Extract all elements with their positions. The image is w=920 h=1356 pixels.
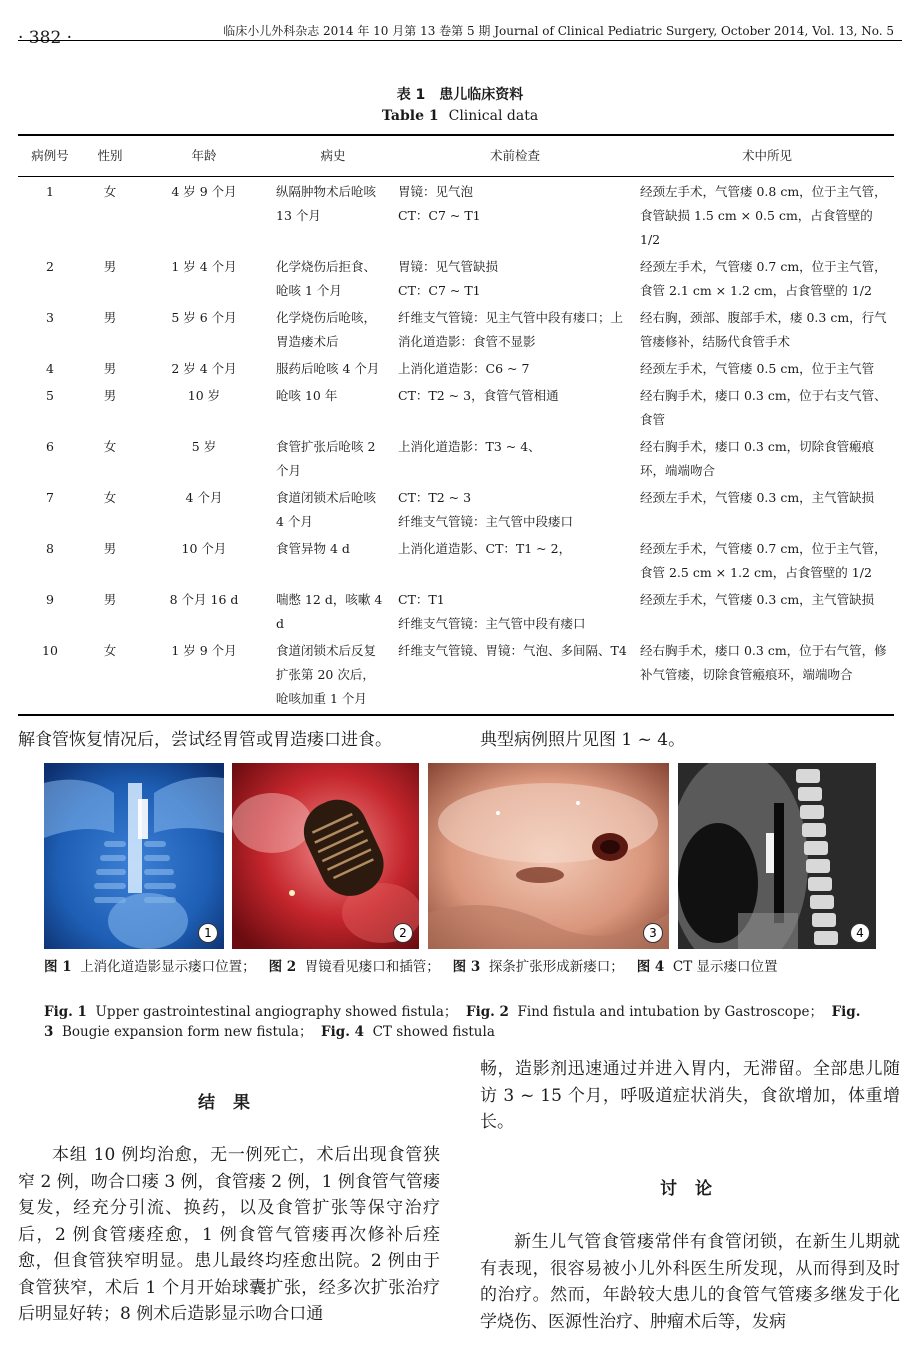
table-row — [18, 354, 894, 381]
figure-4-number: 4 — [850, 923, 870, 943]
table-title-en-text: Clinical data — [448, 108, 539, 124]
cell-history: 化学烧伤后呛咳，胃造瘘术后 — [276, 310, 377, 349]
cell-intraop-findings: 经颈左手术，气管瘘 0.7 cm，位于主气管，食管 2.1 cm × 1.2 cm，占食管壁的 1/2 — [640, 259, 887, 298]
cell-age: 2 岁 4 个月 — [171, 361, 237, 376]
header-sex: 性别 — [82, 135, 138, 177]
table-row — [18, 585, 894, 636]
cell-sex: 男 — [103, 361, 117, 376]
table-row — [18, 303, 894, 354]
header-intraop-findings: 术中所见 — [632, 135, 894, 177]
cell-case-id: 3 — [46, 310, 54, 325]
bougie-image — [428, 763, 669, 949]
caption-zh-f1-text: 上消化道造影显示瘘口位置； — [80, 959, 256, 975]
cell-preop-exam: 胃镜：见气泡 CT：C7 ~ T1 — [398, 184, 481, 223]
cell-case-id: 4 — [46, 361, 54, 376]
caption-zh-f2-label: 图 2 — [268, 959, 297, 975]
continuation-text-right: 典型病例照片见图 1 ~ 4。 — [480, 730, 686, 750]
header-preop-exam: 术前检查 — [390, 135, 632, 177]
cell-case-id: 1 — [46, 184, 54, 199]
caption-en-f2-label: Fig. 2 — [465, 1004, 509, 1020]
cell-preop-exam: 纤维支气管镜、胃镜：气泡、多间隔、T4 — [390, 636, 632, 715]
cell-age: 1 岁 4 个月 — [171, 259, 237, 274]
cell-preop-exam: CT：T1 纤维支气管镜：主气管中段有瘘口 — [398, 592, 586, 631]
running-head: 临床小儿外科杂志 2014 年 10 月第 13 卷第 5 期 Journal of Clinical Pediatric Surgery, October 2014, Vol. 13, No. 5 — [223, 24, 894, 38]
figure-3-number: 3 — [643, 923, 663, 943]
caption-en-f1-label: Fig. 1 — [44, 1004, 87, 1020]
cell-preop-exam: 上消化道造影：C6 ~ 7 — [398, 361, 530, 376]
figure-2-gastroscope — [232, 763, 419, 949]
caption-zh-f2-text: 胃镜看见瘘口和插管； — [304, 959, 440, 975]
cell-case-id: 2 — [46, 259, 54, 274]
table-row — [18, 483, 894, 534]
cell-age: 4 岁 9 个月 — [171, 184, 237, 199]
cell-age: 10 个月 — [181, 541, 227, 556]
cell-sex: 男 — [103, 541, 117, 556]
cell-age: 1 岁 9 个月 — [138, 636, 270, 715]
cell-history: 食道闭锁术后反复扩张第 20 次后，呛咳加重 1 个月 — [270, 636, 390, 715]
cell-sex: 男 — [103, 592, 117, 607]
cell-sex: 女 — [103, 184, 117, 199]
cell-intraop-findings: 经右胸，颈部、腹部手术，瘘 0.3 cm，行气管瘘修补，结肠代食管手术 — [640, 310, 887, 349]
table-row — [18, 636, 894, 715]
cell-history: 食管扩张后呛咳 2 个月 — [276, 439, 376, 478]
table-row — [18, 534, 894, 585]
cell-age: 10 岁 — [187, 388, 221, 403]
header-age: 年龄 — [138, 135, 270, 177]
figure-caption-zh — [44, 958, 886, 976]
cell-preop-exam: CT：T2 ~ 3 纤维支气管镜：主气管中段瘘口 — [398, 490, 574, 529]
cell-case-id: 8 — [46, 541, 54, 556]
cell-age: 5 岁 6 个月 — [171, 310, 237, 325]
cell-history: 呛咳 10 年 — [276, 388, 338, 403]
continuation-text-left: 解食管恢复情况后，尝试经胃管或胃造瘘口进食。 — [18, 730, 392, 750]
cell-case-id: 6 — [46, 439, 54, 454]
xray-image — [44, 763, 224, 949]
cell-history: 食道闭锁术后呛咳 4 个月 — [276, 490, 377, 529]
cell-case-id: 7 — [46, 490, 54, 505]
cell-history: 喘憋 12 d，咳嗽 4 d — [276, 592, 383, 631]
cell-case-id: 10 — [18, 636, 82, 715]
ct-image — [678, 763, 876, 949]
cell-case-id: 9 — [46, 592, 54, 607]
cell-sex: 女 — [103, 490, 117, 505]
results-heading: 结果 — [198, 1093, 268, 1113]
caption-en-f2-text: Find fistula and intubation by Gastroscope； — [517, 1004, 823, 1020]
caption-zh-f4-label: 图 4 — [636, 959, 665, 975]
cell-history: 食管异物 4 d — [276, 541, 350, 556]
table-title-en — [0, 108, 920, 124]
figure-caption-en — [44, 1002, 886, 1042]
table-row — [18, 381, 894, 432]
cell-intraop-findings: 经颈左手术，气管瘘 0.5 cm，位于主气管 — [640, 361, 875, 376]
header-history: 病史 — [270, 135, 390, 177]
figure-2-number: 2 — [393, 923, 413, 943]
caption-zh-f4-text: CT 显示瘘口位置 — [672, 959, 778, 975]
cell-intraop-findings: 经颈左手术，气管瘘 0.8 cm，位于主气管，食管缺损 1.5 cm × 0.5 cm，占食管壁的 1/2 — [640, 184, 887, 247]
cell-sex: 女 — [82, 636, 138, 715]
cell-history: 纵隔肿物术后呛咳 13 个月 — [276, 184, 377, 223]
figure-4-ct — [678, 763, 876, 949]
table-label-en: Table 1 — [381, 108, 439, 124]
cell-intraop-findings: 经颈左手术，气管瘘 0.7 cm，位于主气管，食管 2.5 cm × 1.2 cm，占食管壁的 1/2 — [640, 541, 887, 580]
cell-preop-exam: 上消化道造影：T3 ~ 4、 — [398, 439, 541, 454]
results-paragraph-continued: 畅，造影剂迅速通过并进入胃内，无滞留。全部患儿随访 3 ~ 15 个月，呼吸道症状消失，食欲增加，体重增长。 — [480, 1059, 900, 1132]
cell-intraop-findings: 经右胸手术，瘘口 0.3 cm，位于右支气管、食管 — [640, 388, 887, 427]
cell-history: 化学烧伤后拒食、呛咳 1 个月 — [276, 259, 377, 298]
cell-intraop-findings: 经右胸手术，瘘口 0.3 cm，切除食管瘢痕环，端端吻合 — [640, 439, 875, 478]
cell-case-id: 5 — [46, 388, 54, 403]
cell-sex: 女 — [103, 439, 117, 454]
cell-age: 5 岁 — [191, 439, 217, 454]
caption-en-f4-label: Fig. 4 — [321, 1024, 364, 1040]
table-row — [18, 177, 894, 253]
caption-zh-f3-text: 探条扩张形成新瘘口； — [488, 959, 624, 975]
figure-1-xray — [44, 763, 224, 949]
caption-zh-f1-label: 图 1 — [44, 959, 72, 975]
figure-3-bougie — [428, 763, 669, 949]
caption-zh-f3-label: 图 3 — [452, 959, 481, 975]
results-paragraph: 本组 10 例均治愈，无一例死亡，术后出现食管狭窄 2 例，吻合口瘘 3 例，食管瘘 2 例，1 例食管气管瘘复发，经充分引流、换药，以及食管扩张等保守治疗后，2 例食管瘘痊愈，1 例食管气管瘘再次修补后痊愈，但食管狭窄明显。患儿最终均痊愈出院。2 例由于食管狭窄，术后 1 个月开始球囊扩张，经多次扩张治疗后明显好转；8 例术后造影显示吻合口通 — [18, 1145, 440, 1324]
table-title-zh: 表 1 患儿临床资料 — [396, 87, 524, 103]
cell-age: 8 个月 16 d — [169, 592, 239, 607]
caption-en-f3-label: Fig. 3 — [44, 1004, 861, 1040]
cell-sex: 男 — [103, 310, 117, 325]
page-number: · 382 · — [18, 28, 73, 48]
caption-en-f3-text: Bougie expansion form new fistula； — [62, 1024, 313, 1040]
table-header-row — [18, 135, 894, 177]
gastroscope-image — [232, 763, 419, 949]
caption-en-f4-text: CT showed fistula — [372, 1024, 495, 1040]
cell-history: 服药后呛咳 4 个月 — [276, 361, 380, 376]
table-row — [18, 432, 894, 483]
discussion-paragraph: 新生儿气管食管瘘常伴有食管闭锁，在新生儿期就有表现，很容易被小儿外科医生所发现，从而得到及时的治疗。然而，年龄较大患儿的食管气管瘘多继发于化学烧伤、医源性治疗、肿瘤术后等，发病 — [480, 1232, 900, 1332]
cell-preop-exam: 胃镜：见气管缺损 CT：C7 ~ T1 — [398, 259, 499, 298]
header-case-id: 病例号 — [18, 135, 82, 177]
header-rule — [18, 40, 902, 41]
cell-preop-exam: 纤维支气管镜：见主气管中段有瘘口；上消化道造影：食管不显影 — [398, 310, 624, 349]
cell-intraop-findings: 经颈左手术，气管瘘 0.3 cm，主气管缺损 — [640, 490, 875, 505]
cell-preop-exam: CT：T2 ~ 3，食管气管相通 — [398, 388, 559, 403]
discussion-heading: 讨论 — [660, 1179, 730, 1199]
cell-preop-exam: 上消化道造影、CT：T1 ~ 2， — [398, 541, 572, 556]
cell-intraop-findings: 经右胸手术，瘘口 0.3 cm，位于右气管，修补气管瘘，切除食管瘢痕环，端端吻合 — [632, 636, 894, 715]
figure-1-number: 1 — [198, 923, 218, 943]
table-row — [18, 252, 894, 303]
table-body — [18, 177, 894, 716]
cell-sex: 男 — [103, 259, 117, 274]
cell-age: 4 个月 — [185, 490, 223, 505]
caption-en-f1-text: Upper gastrointestinal angiography showed fistula； — [95, 1004, 458, 1020]
cell-sex: 男 — [103, 388, 117, 403]
clinical-data-table — [18, 134, 894, 716]
cell-intraop-findings: 经颈左手术，气管瘘 0.3 cm，主气管缺损 — [640, 592, 875, 607]
